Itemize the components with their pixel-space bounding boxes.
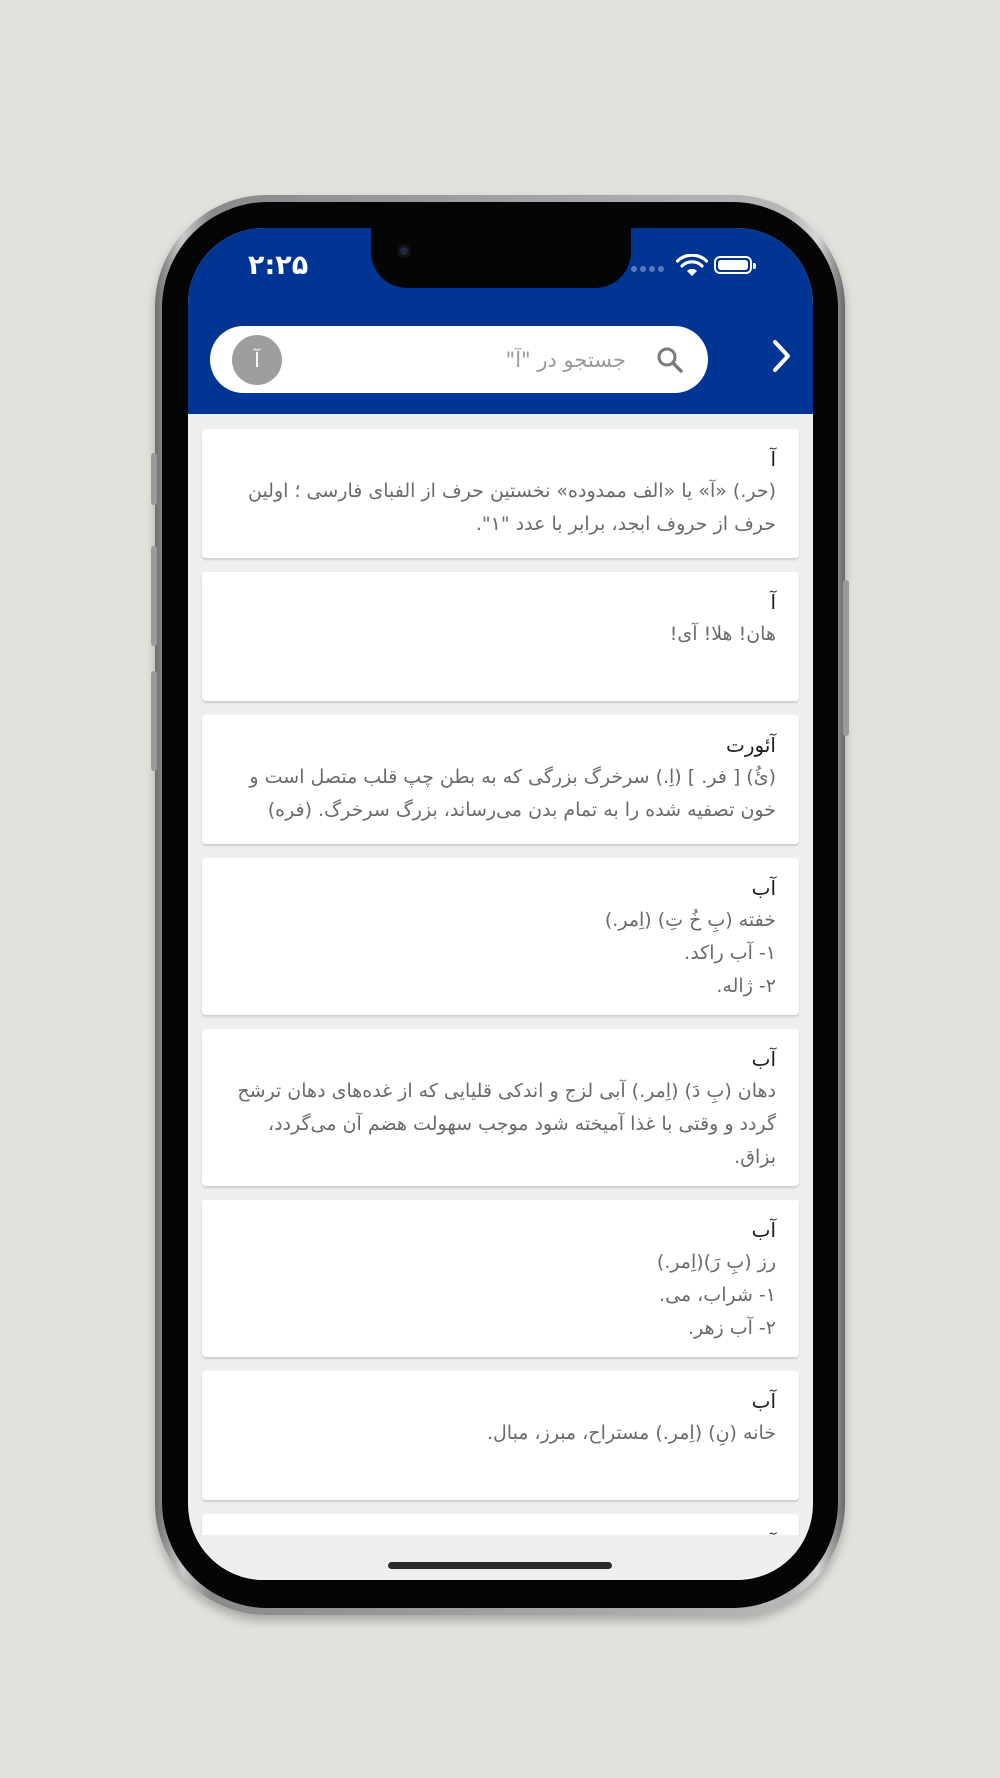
entry-definition [225,761,776,827]
status-time: ۲:۲۵ [248,250,309,281]
definition-line: هان! هلا! آی! [669,623,776,645]
mute-switch [151,453,157,505]
entry-card[interactable] [202,715,799,844]
chevron-right-icon[interactable] [768,336,794,376]
entry-definition [225,1417,776,1450]
search-input[interactable] [306,340,626,380]
entry-title: آ [770,590,776,614]
entry-card[interactable] [202,1371,799,1500]
definition-line: (حر.) «آ» یا «الف ممدوده» نخستین حرف از الفبای فارسی ؛ اولین حرف از حروف ابجد، برابر با عدد "۱". [247,480,776,535]
definition-line: ۲- آب زهر. [687,1317,776,1339]
entry-definition [225,1075,776,1174]
entry-card[interactable] [202,1029,799,1186]
wifi-icon [676,254,708,278]
entry-card[interactable] [202,572,799,701]
definition-line: دهان (بِ دَ) (اِمر.) آبی لزج و اندکی قلیایی که از غده‌های دهان ترشح گردد و وقتی با غذا آمیخته شود موجب سهولت هضم آن می‌گردد، بزاق. [237,1080,776,1168]
entry-definition [225,904,776,1003]
entry-card[interactable] [202,429,799,558]
entry-definition [225,618,776,651]
definition-line: (ئُ) [ فر. ] (اِ.) سرخرگ بزرگی که به بطن چپ قلب متصل است و خون تصفیه شده را به تمام بدن می‌رساند، بزرگ سرخرگ. (فره) [249,766,776,821]
entry-list [188,414,813,1580]
search-icon[interactable] [656,346,684,374]
entry-title: آب [751,1389,776,1413]
volume-up-button [151,546,157,646]
entry-title: آب [751,1047,776,1071]
definition-line: ۲- ژاله. [716,975,776,997]
power-button [843,580,849,736]
app-header [188,228,813,414]
definition-line: ۱- شراب، می. [659,1284,776,1306]
search-bar [210,326,708,393]
definition-line: خفته (بِ خُ تِ) (اِمر.) [604,909,776,931]
battery-icon [714,256,752,274]
notch [371,228,631,288]
entry-title: آب [751,876,776,900]
home-indicator[interactable] [388,1562,612,1569]
cellular-signal-icon [631,266,664,272]
entry-card[interactable] [202,858,799,1015]
entry-definition [225,1246,776,1345]
app-screen [188,228,813,1580]
letter-badge[interactable]: آ [232,335,282,385]
definition-line: رز (بِ رَ)(اِمر.) [656,1251,776,1273]
volume-down-button [151,671,157,771]
entry-title: آ [770,447,776,471]
entry-card[interactable] [202,1200,799,1357]
definition-line: خانه (نِ) (اِمر.) مستراح، مبرز، مبال. [486,1422,776,1444]
definition-line: ۱- آب راکد. [684,942,776,964]
entry-definition [225,475,776,541]
camera-icon [397,244,411,258]
entry-title: آب [751,1218,776,1242]
entry-title: آئورت [726,733,776,757]
home-indicator-area [188,1535,813,1580]
